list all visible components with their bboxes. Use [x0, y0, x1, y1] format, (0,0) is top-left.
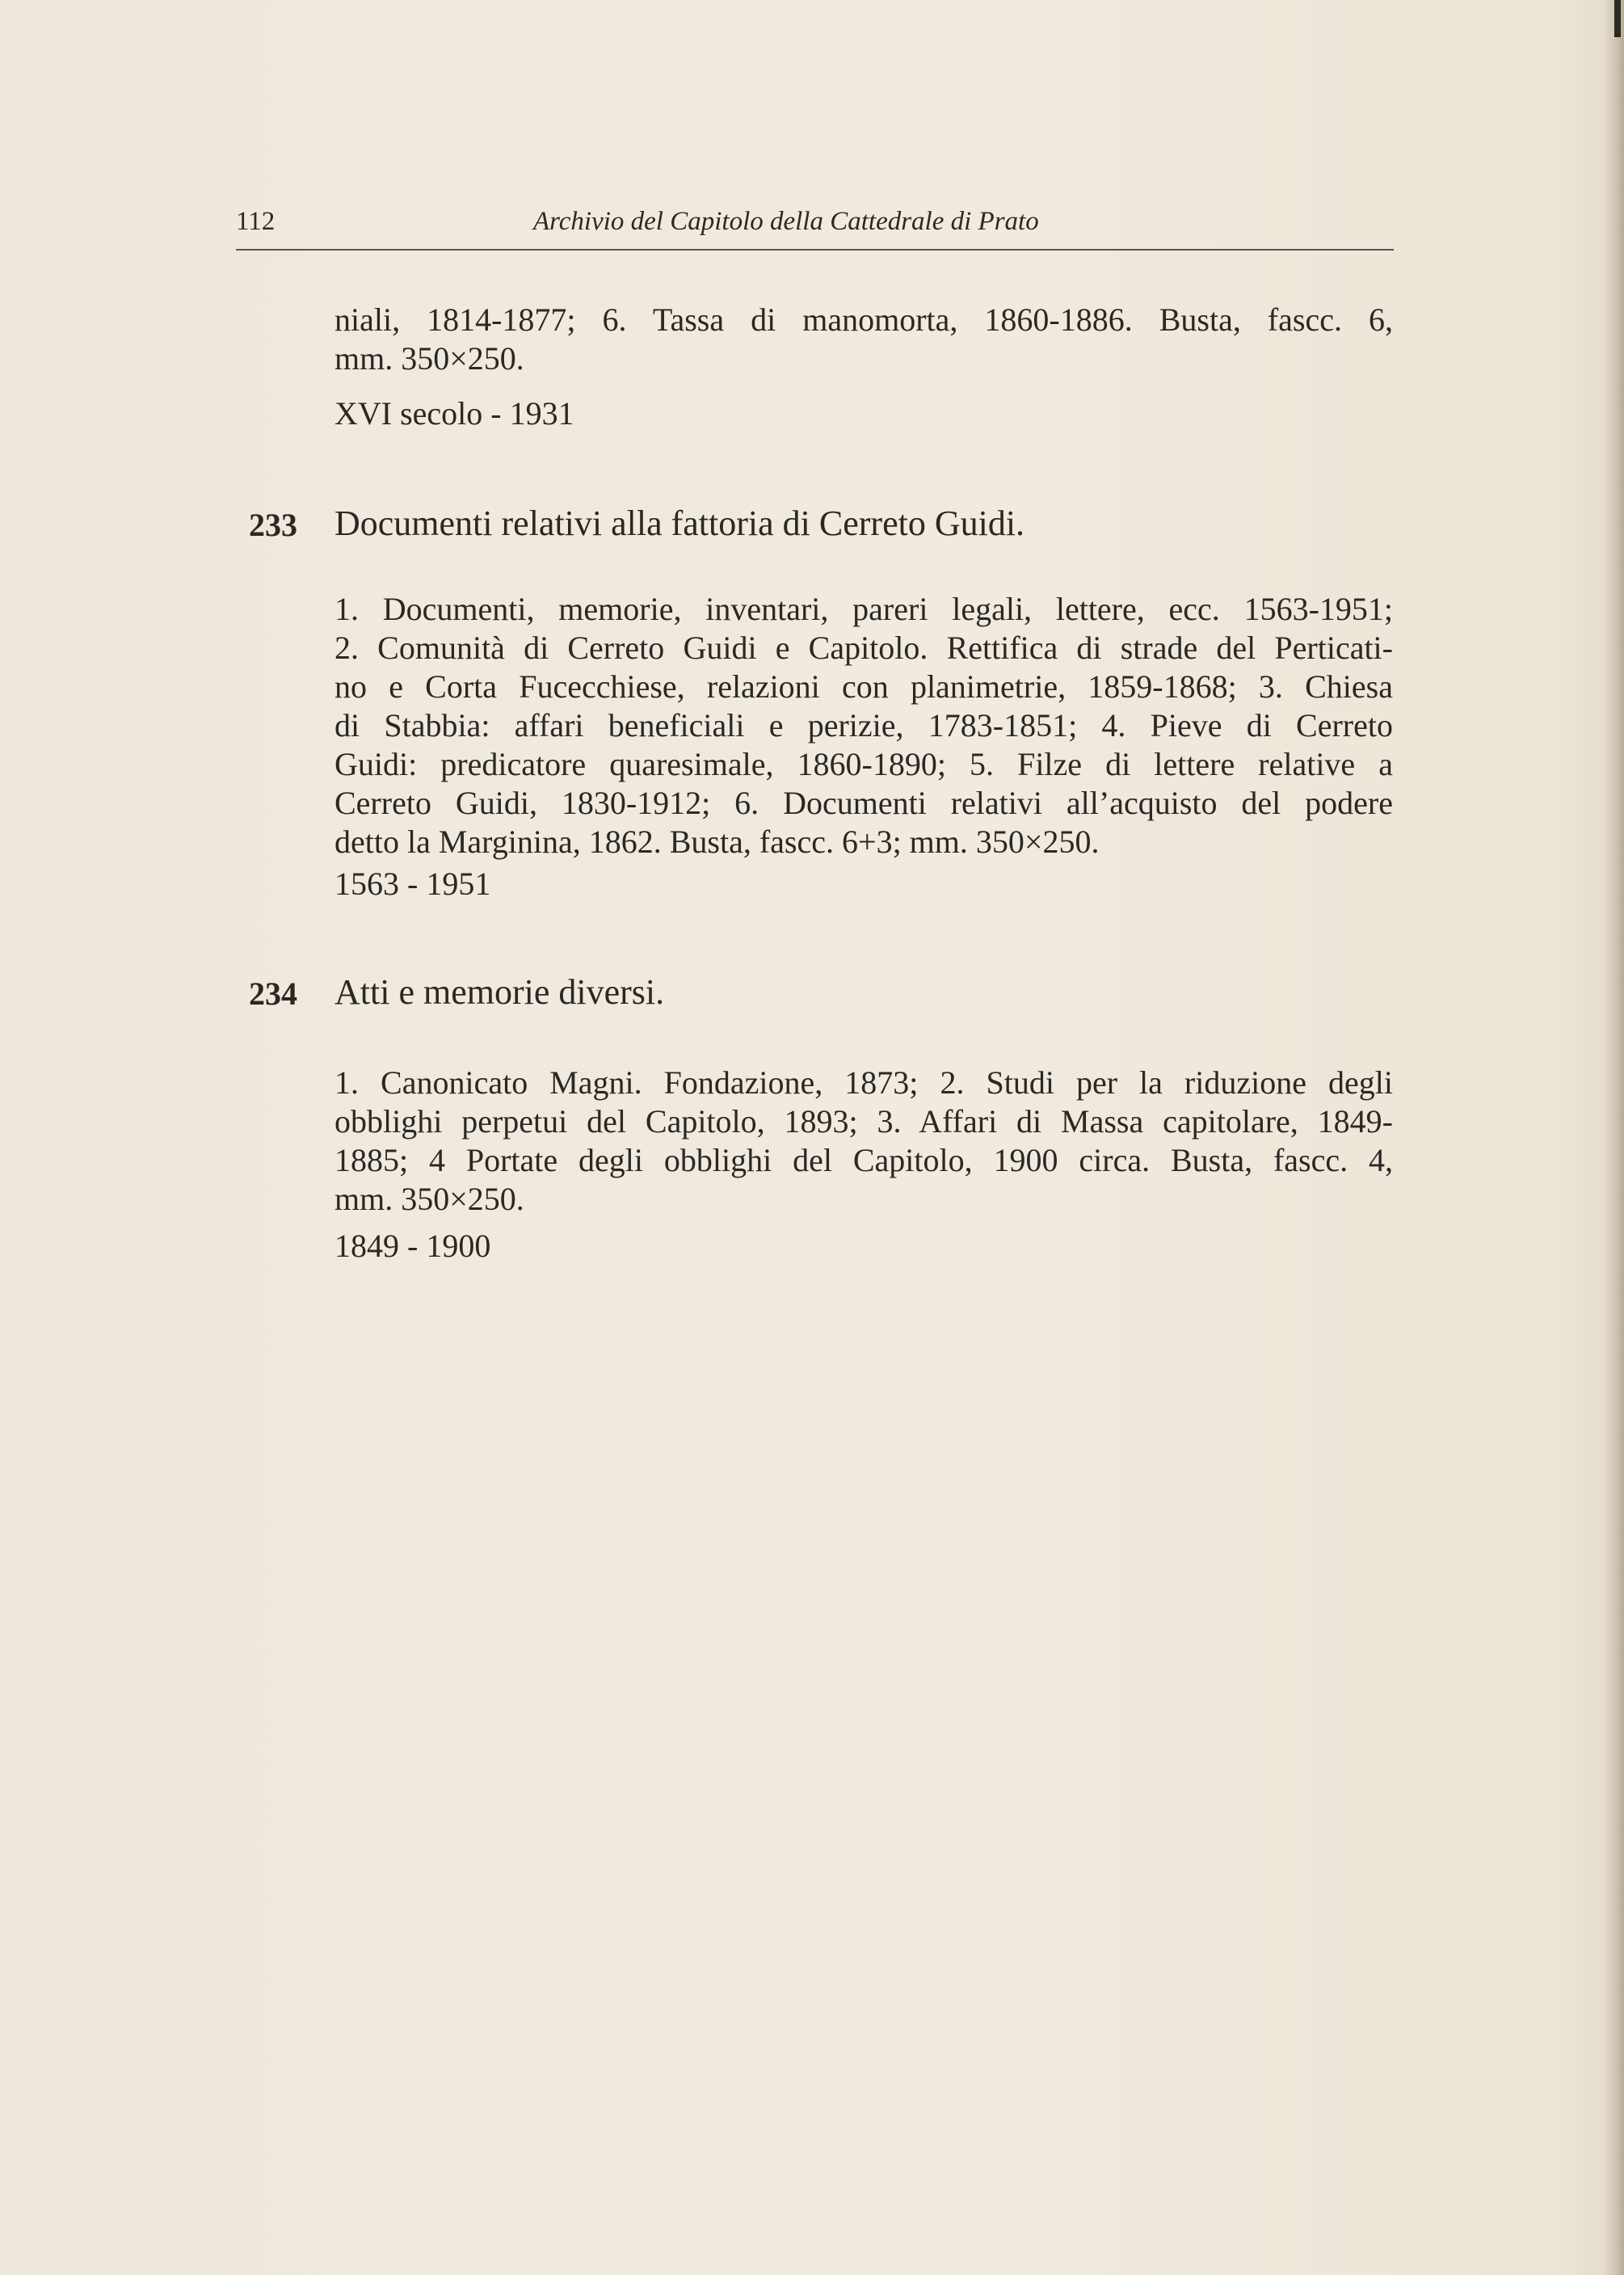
text-line: 1. Canonicato Magni. Fondazione, 1873; 2. Studi per la riduzione degli: [334, 1064, 1393, 1101]
entry-title: Atti e memorie diversi.: [334, 972, 665, 1012]
continuation-paragraph: [334, 301, 1393, 378]
text-line: niali, 1814-1877; 6. Tassa di manomorta, 1860-1886. Busta, fascc. 6,: [334, 301, 1393, 338]
page-number: 112: [236, 207, 276, 236]
entry-title: Documenti relativi alla fattoria di Cerreto Guidi.: [334, 503, 1025, 543]
corner-mark: [1614, 0, 1621, 37]
text-line: 1. Documenti, memorie, inventari, pareri legali, lettere, ecc. 1563-1951;: [334, 591, 1393, 627]
text-line: no e Corta Fucecchiese, relazioni con planimetrie, 1859-1868; 3. Chiesa: [334, 668, 1393, 705]
entry-number: 234: [249, 975, 297, 1012]
text-line: 1885; 4 Portate degli obblighi del Capitolo, 1900 circa. Busta, fascc. 4,: [334, 1142, 1393, 1178]
entry-number: 233: [249, 507, 297, 543]
page-edge-shadow: [1603, 0, 1624, 2275]
entry-description: [334, 1064, 1393, 1219]
text-line: Cerreto Guidi, 1830-1912; 6. Documenti relativi all’acquisto del podere: [334, 785, 1393, 821]
text-line: di Stabbia: affari beneficiali e perizie, 1783-1851; 4. Pieve di Cerreto: [334, 707, 1393, 744]
entry-date-range: 1563 - 1951: [334, 866, 491, 902]
text-line: Guidi: predicatore quaresimale, 1860-1890; 5. Filze di lettere relative a: [334, 746, 1393, 782]
continuation-date-range: XVI secolo - 1931: [334, 395, 574, 432]
running-header: [236, 202, 1394, 251]
text-line: mm. 350×250.: [334, 1181, 524, 1217]
running-title: Archivio del Capitolo della Cattedrale di Prato: [533, 207, 1039, 236]
entry-description: [334, 590, 1393, 862]
text-line: obblighi perpetui del Capitolo, 1893; 3. Affari di Massa capitolare, 1849-: [334, 1103, 1393, 1140]
text-line: detto la Marginina, 1862. Busta, fascc. 6+3; mm. 350×250.: [334, 824, 1100, 860]
text-line: mm. 350×250.: [334, 340, 524, 377]
entry-date-range: 1849 - 1900: [334, 1228, 491, 1264]
text-line: 2. Comunità di Cerreto Guidi e Capitolo. Rettifica di strade del Perticati-: [334, 630, 1393, 666]
